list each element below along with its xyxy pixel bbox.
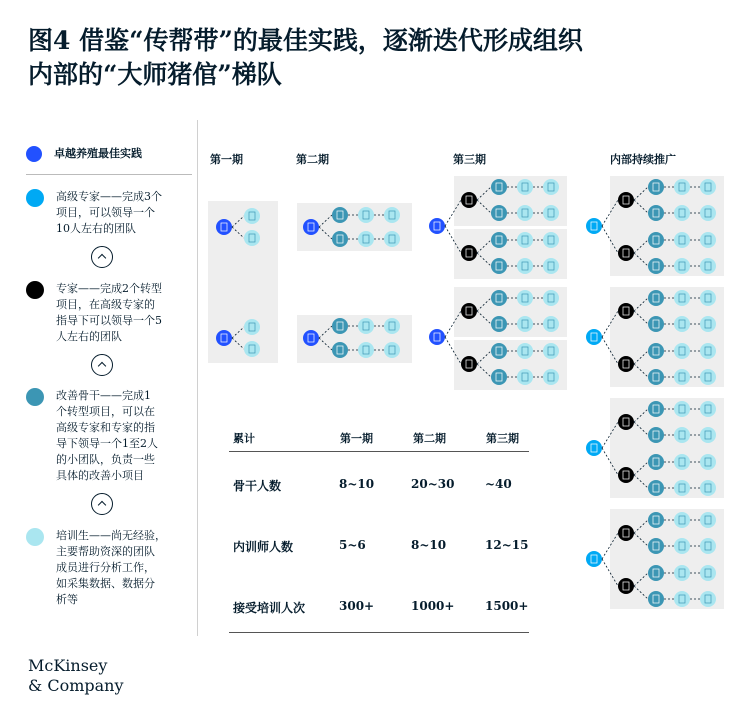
trainee-node <box>700 316 716 332</box>
leader-node <box>216 219 232 235</box>
connector-line <box>477 351 491 364</box>
trainee-node <box>358 342 374 358</box>
connector-line <box>477 200 491 213</box>
trainee-node <box>674 512 690 528</box>
leader-node <box>303 219 319 235</box>
senior-expert-node <box>586 551 602 567</box>
stats-row-label: 骨干人数 <box>233 479 282 493</box>
stats-cell: ~40 <box>485 477 512 491</box>
backbone-node <box>648 565 664 581</box>
connector-line <box>634 422 648 435</box>
expert-node <box>461 192 477 208</box>
trainee-node <box>543 205 559 221</box>
trainee-node <box>700 565 716 581</box>
backbone-node <box>491 290 507 306</box>
leader-node <box>303 330 319 346</box>
backbone-node <box>491 369 507 385</box>
connector-line <box>634 364 648 377</box>
stats-header-phase3: 第三期 <box>486 432 519 445</box>
connector-line <box>634 520 648 533</box>
expert-node <box>618 467 634 483</box>
connector-line <box>634 462 648 475</box>
trainee-node <box>700 369 716 385</box>
connector-line <box>477 187 491 200</box>
legend-expert-text: 专家——完成2个转型 项目，在高级专家的 指导下可以领导一个5 人左右的团队 <box>56 282 162 343</box>
connector-line <box>634 187 648 200</box>
connector-line <box>319 215 332 227</box>
backbone-node <box>648 538 664 554</box>
trainee-node <box>517 316 533 332</box>
legend-header-label: 卓越养殖最佳实践 <box>54 147 142 160</box>
connector-line <box>232 338 244 349</box>
trainee-node <box>543 232 559 248</box>
trainee-node <box>674 565 690 581</box>
trainee-node <box>674 591 690 607</box>
trainee-node <box>700 454 716 470</box>
trainee-node <box>674 427 690 443</box>
mckinsey-logo: McKinsey & Company <box>28 656 124 695</box>
connector-line <box>634 533 648 546</box>
backbone-node <box>332 342 348 358</box>
trainee-node <box>700 591 716 607</box>
trainee-node <box>674 258 690 274</box>
connector-line <box>602 337 618 364</box>
title-line-1: 图4 借鉴“传帮带”的最佳实践，逐渐迭代形成组织 <box>28 26 583 55</box>
connector-line <box>319 338 332 350</box>
trainee-node <box>674 369 690 385</box>
trainee-node <box>674 538 690 554</box>
trainee-node <box>244 230 260 246</box>
connector-line <box>602 311 618 337</box>
trainee-node <box>700 205 716 221</box>
backbone-node <box>491 343 507 359</box>
expert-node <box>618 414 634 430</box>
stats-cell: 300+ <box>339 599 375 613</box>
trainee-node <box>700 179 716 195</box>
trainee-node <box>674 454 690 470</box>
expert-node <box>461 245 477 261</box>
expert-node <box>461 356 477 372</box>
connector-line <box>445 200 461 226</box>
connector-line <box>602 200 618 226</box>
legend-senior-expert-text: 高级专家——完成3个 项目，可以领导一个 10人左右的团队 <box>56 190 162 235</box>
phase-label-1: 第一期 <box>210 153 243 166</box>
connector-line <box>477 240 491 253</box>
title-line-2: 内部的“大师猪倌”梯队 <box>28 60 282 89</box>
backbone-node <box>491 179 507 195</box>
connector-line <box>445 226 461 253</box>
trainee-node <box>384 231 400 247</box>
trainee-node <box>384 207 400 223</box>
trainee-node <box>674 232 690 248</box>
trainee-node <box>517 290 533 306</box>
connector-line <box>445 337 461 364</box>
trainee-node <box>517 369 533 385</box>
backbone-node <box>648 512 664 528</box>
trainee-node <box>517 343 533 359</box>
trainee-node <box>674 316 690 332</box>
legend-backbone-text: 改善骨干——完成1 个转型项目，可以在 高级专家和专家的指 导下领导一个1至2人 的小团队，负责一些 具体的改善小项目 <box>56 389 158 482</box>
trainee-node <box>543 316 559 332</box>
stats-bottom-rule <box>229 632 529 633</box>
connector-line <box>445 311 461 337</box>
trainee-node <box>700 290 716 306</box>
connector-line <box>477 298 491 311</box>
leader-node <box>216 330 232 346</box>
stats-row-label: 接受培训人次 <box>233 601 306 615</box>
trainee-node <box>674 205 690 221</box>
connector-line <box>634 475 648 488</box>
legend-trainee-text: 培训生——尚无经验， 主要帮助资深的团队 成员进行分析工作， 如采集数据、数据分 析等 <box>56 529 166 606</box>
expert-node <box>618 578 634 594</box>
stats-cell: 8~10 <box>411 538 447 552</box>
expert-node <box>461 303 477 319</box>
stats-cell: 1000+ <box>411 599 455 613</box>
trainee-node <box>517 179 533 195</box>
backbone-node <box>648 401 664 417</box>
connector-line <box>477 253 491 266</box>
trainee-node <box>543 179 559 195</box>
stats-cell: 8~10 <box>339 477 375 491</box>
leader-node <box>429 329 445 345</box>
phase-label-3: 第三期 <box>453 153 486 166</box>
trainee-node <box>700 538 716 554</box>
trainee-node <box>517 205 533 221</box>
backbone-node <box>648 258 664 274</box>
stats-header-phase1: 第一期 <box>340 432 373 445</box>
backbone-node <box>648 369 664 385</box>
backbone-node <box>332 318 348 334</box>
phase-label-4: 内部持续推广 <box>610 153 676 166</box>
stats-header-label: 累计 <box>233 432 255 445</box>
expert-node <box>618 303 634 319</box>
trainee-node <box>244 341 260 357</box>
connector-line <box>319 326 332 338</box>
backbone-node <box>648 290 664 306</box>
expert-node <box>618 245 634 261</box>
backbone-node <box>648 454 664 470</box>
trainee-node <box>358 318 374 334</box>
trainee-node <box>674 343 690 359</box>
connector-line <box>602 533 618 559</box>
backbone-node <box>648 427 664 443</box>
trainee-node <box>674 179 690 195</box>
backbone-node <box>648 316 664 332</box>
stats-cell: 12~15 <box>485 538 529 552</box>
backbone-node <box>332 207 348 223</box>
senior-expert-node <box>586 440 602 456</box>
expert-node <box>618 525 634 541</box>
connector-line <box>232 227 244 238</box>
connector-line <box>477 311 491 324</box>
backbone-node <box>648 343 664 359</box>
connector-line <box>634 253 648 266</box>
trainee-node <box>700 401 716 417</box>
backbone-node <box>491 232 507 248</box>
trainee-node <box>358 231 374 247</box>
backbone-node <box>648 205 664 221</box>
connector-line <box>634 351 648 364</box>
trainee-node <box>700 232 716 248</box>
connector-line <box>477 364 491 377</box>
trainee-node <box>674 480 690 496</box>
expert-node <box>618 356 634 372</box>
trainee-node <box>384 318 400 334</box>
trainee-node <box>384 342 400 358</box>
stats-cell: 20~30 <box>411 477 455 491</box>
connector-line <box>634 573 648 586</box>
connector-line <box>232 327 244 338</box>
connector-line <box>634 409 648 422</box>
trainee-node <box>700 427 716 443</box>
trainee-node <box>700 258 716 274</box>
trainee-node <box>543 343 559 359</box>
trainee-node <box>244 208 260 224</box>
backbone-node <box>491 205 507 221</box>
trainee-node <box>700 480 716 496</box>
stats-cell: 1500+ <box>485 599 529 613</box>
connector-line <box>602 226 618 253</box>
stats-row-label: 内训师人数 <box>233 540 294 554</box>
connector-line <box>634 298 648 311</box>
trainee-node <box>244 319 260 335</box>
connector-line <box>602 559 618 586</box>
trainee-node <box>543 258 559 274</box>
trainee-node <box>543 369 559 385</box>
leader-node <box>429 218 445 234</box>
backbone-node <box>648 480 664 496</box>
backbone-node <box>491 316 507 332</box>
senior-expert-node <box>586 218 602 234</box>
backbone-node <box>648 179 664 195</box>
stats-cell: 5~6 <box>339 538 366 552</box>
connector-line <box>634 240 648 253</box>
trainee-node <box>700 512 716 528</box>
stats-header-phase2: 第二期 <box>413 432 446 445</box>
trainee-node <box>358 207 374 223</box>
trainee-node <box>674 290 690 306</box>
stats-header-rule <box>229 451 529 452</box>
backbone-node <box>332 231 348 247</box>
connector-line <box>634 586 648 599</box>
connector-line <box>602 448 618 475</box>
connector-line <box>602 422 618 448</box>
connector-line <box>232 216 244 227</box>
connector-line <box>634 311 648 324</box>
connector-line <box>319 227 332 239</box>
trainee-node <box>700 343 716 359</box>
backbone-node <box>491 258 507 274</box>
phase-label-2: 第二期 <box>296 153 329 166</box>
backbone-node <box>648 232 664 248</box>
trainee-node <box>517 258 533 274</box>
trainee-node <box>517 232 533 248</box>
trainee-node <box>543 290 559 306</box>
senior-expert-node <box>586 329 602 345</box>
expert-node <box>618 192 634 208</box>
trainee-node <box>674 401 690 417</box>
backbone-node <box>648 591 664 607</box>
connector-line <box>634 200 648 213</box>
